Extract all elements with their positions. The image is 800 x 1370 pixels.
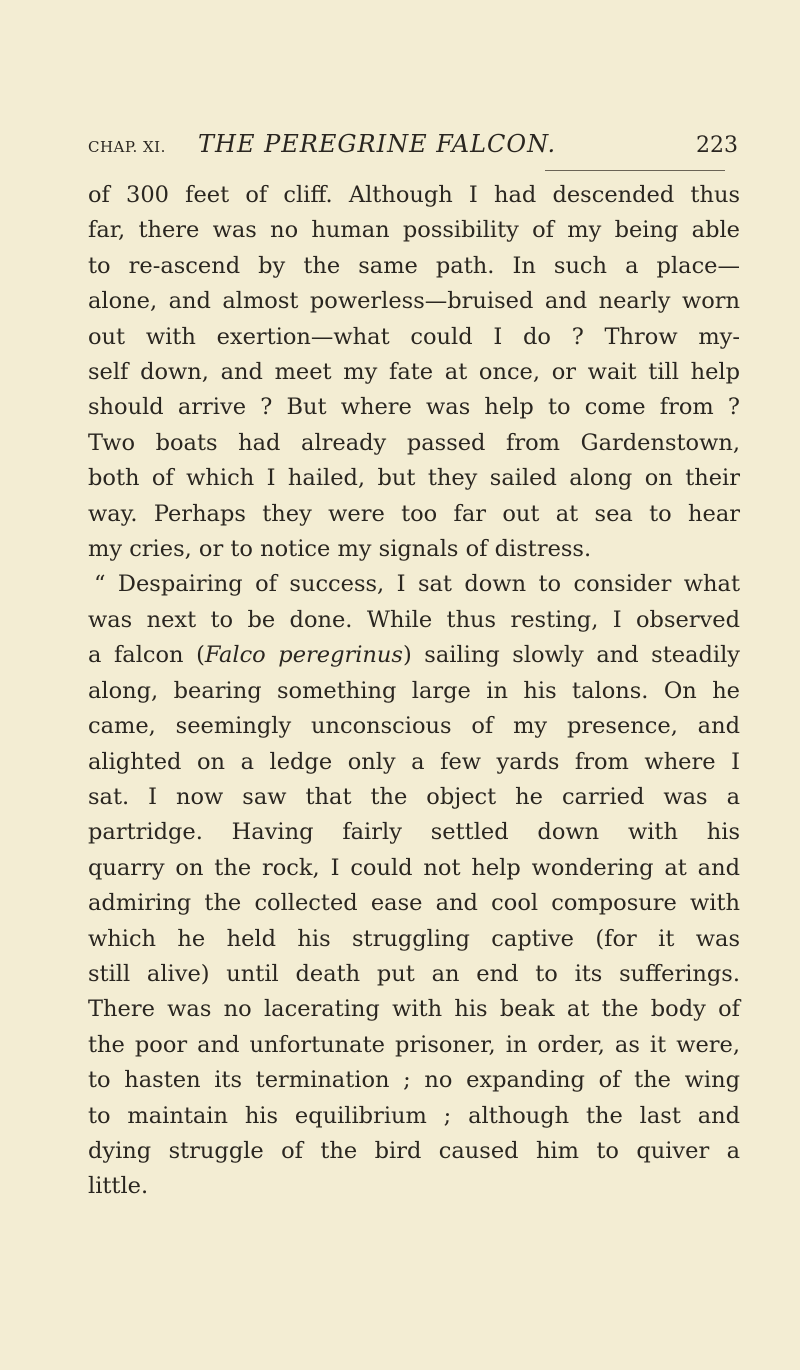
text-line-paragraph-start: “ Despairing of success, I sat down to consider what bbox=[94, 571, 740, 598]
latin-species-name: Falco peregrinus bbox=[204, 642, 403, 669]
text-line-paragraph-end: my cries, or to notice my signals of distress. bbox=[88, 536, 592, 563]
falcon-text-after: ) sailing slowly and steadily bbox=[402, 642, 741, 669]
text-line: quarry on the rock, I could not help wondering at and bbox=[88, 854, 740, 881]
header-rule bbox=[545, 170, 725, 171]
chapter-label: CHAP. XI. bbox=[88, 138, 166, 156]
text-line: admiring the collected ease and cool composure with bbox=[88, 890, 740, 917]
text-line: the poor and unfortunate prisoner, in order, as it were, bbox=[88, 1031, 740, 1058]
text-line: to maintain his equilibrium ; although the last and bbox=[88, 1102, 740, 1129]
text-line: There was no lacerating with his beak at the body of bbox=[88, 996, 740, 1023]
text-line: along, bearing something large in his talons. On he bbox=[88, 677, 740, 704]
text-line: out with exertion—what could I do ? Throw my- bbox=[88, 323, 740, 350]
text-line: which he held his struggling captive (for it was bbox=[88, 925, 740, 952]
text-line: still alive) until death put an end to its sufferings. bbox=[88, 960, 740, 987]
text-line: way. Perhaps they were too far out at sea to hear bbox=[88, 500, 740, 527]
running-header bbox=[88, 130, 738, 160]
text-line: partridge. Having fairly settled down with his bbox=[88, 819, 740, 846]
text-line: alone, and almost powerless—bruised and nearly worn bbox=[88, 288, 740, 315]
text-line: should arrive ? But where was help to come from ? bbox=[88, 394, 740, 421]
text-line: Two boats had already passed from Gardenstown, bbox=[88, 429, 740, 456]
falcon-text-before: a falcon ( bbox=[88, 642, 205, 669]
text-line: both of which I hailed, but they sailed along on their bbox=[88, 465, 740, 492]
text-line-paragraph-end: little. bbox=[88, 1173, 149, 1200]
text-line: far, there was no human possibility of my being able bbox=[88, 217, 740, 244]
text-line: to re-ascend by the same path. In such a place— bbox=[88, 252, 740, 279]
text-line: was next to be done. While thus resting, I observed bbox=[88, 606, 740, 633]
text-line: sat. I now saw that the object he carried was a bbox=[88, 783, 740, 810]
text-line-falcon bbox=[88, 638, 740, 673]
text-line: self down, and meet my fate at once, or wait till help bbox=[88, 359, 740, 386]
text-line: alighted on a ledge only a few yards from where I bbox=[88, 748, 740, 775]
text-line: to hasten its termination ; no expanding of the wing bbox=[88, 1067, 740, 1094]
running-title: THE PEREGRINE FALCON. bbox=[198, 130, 557, 158]
text-line: of 300 feet of cliff. Although I had descended thus bbox=[88, 182, 740, 208]
text-line: dying struggle of the bird caused him to quiver a bbox=[88, 1137, 740, 1164]
page-number: 223 bbox=[696, 133, 738, 158]
body-text bbox=[88, 178, 740, 1205]
text-line: came, seemingly unconscious of my presence, and bbox=[88, 713, 740, 740]
